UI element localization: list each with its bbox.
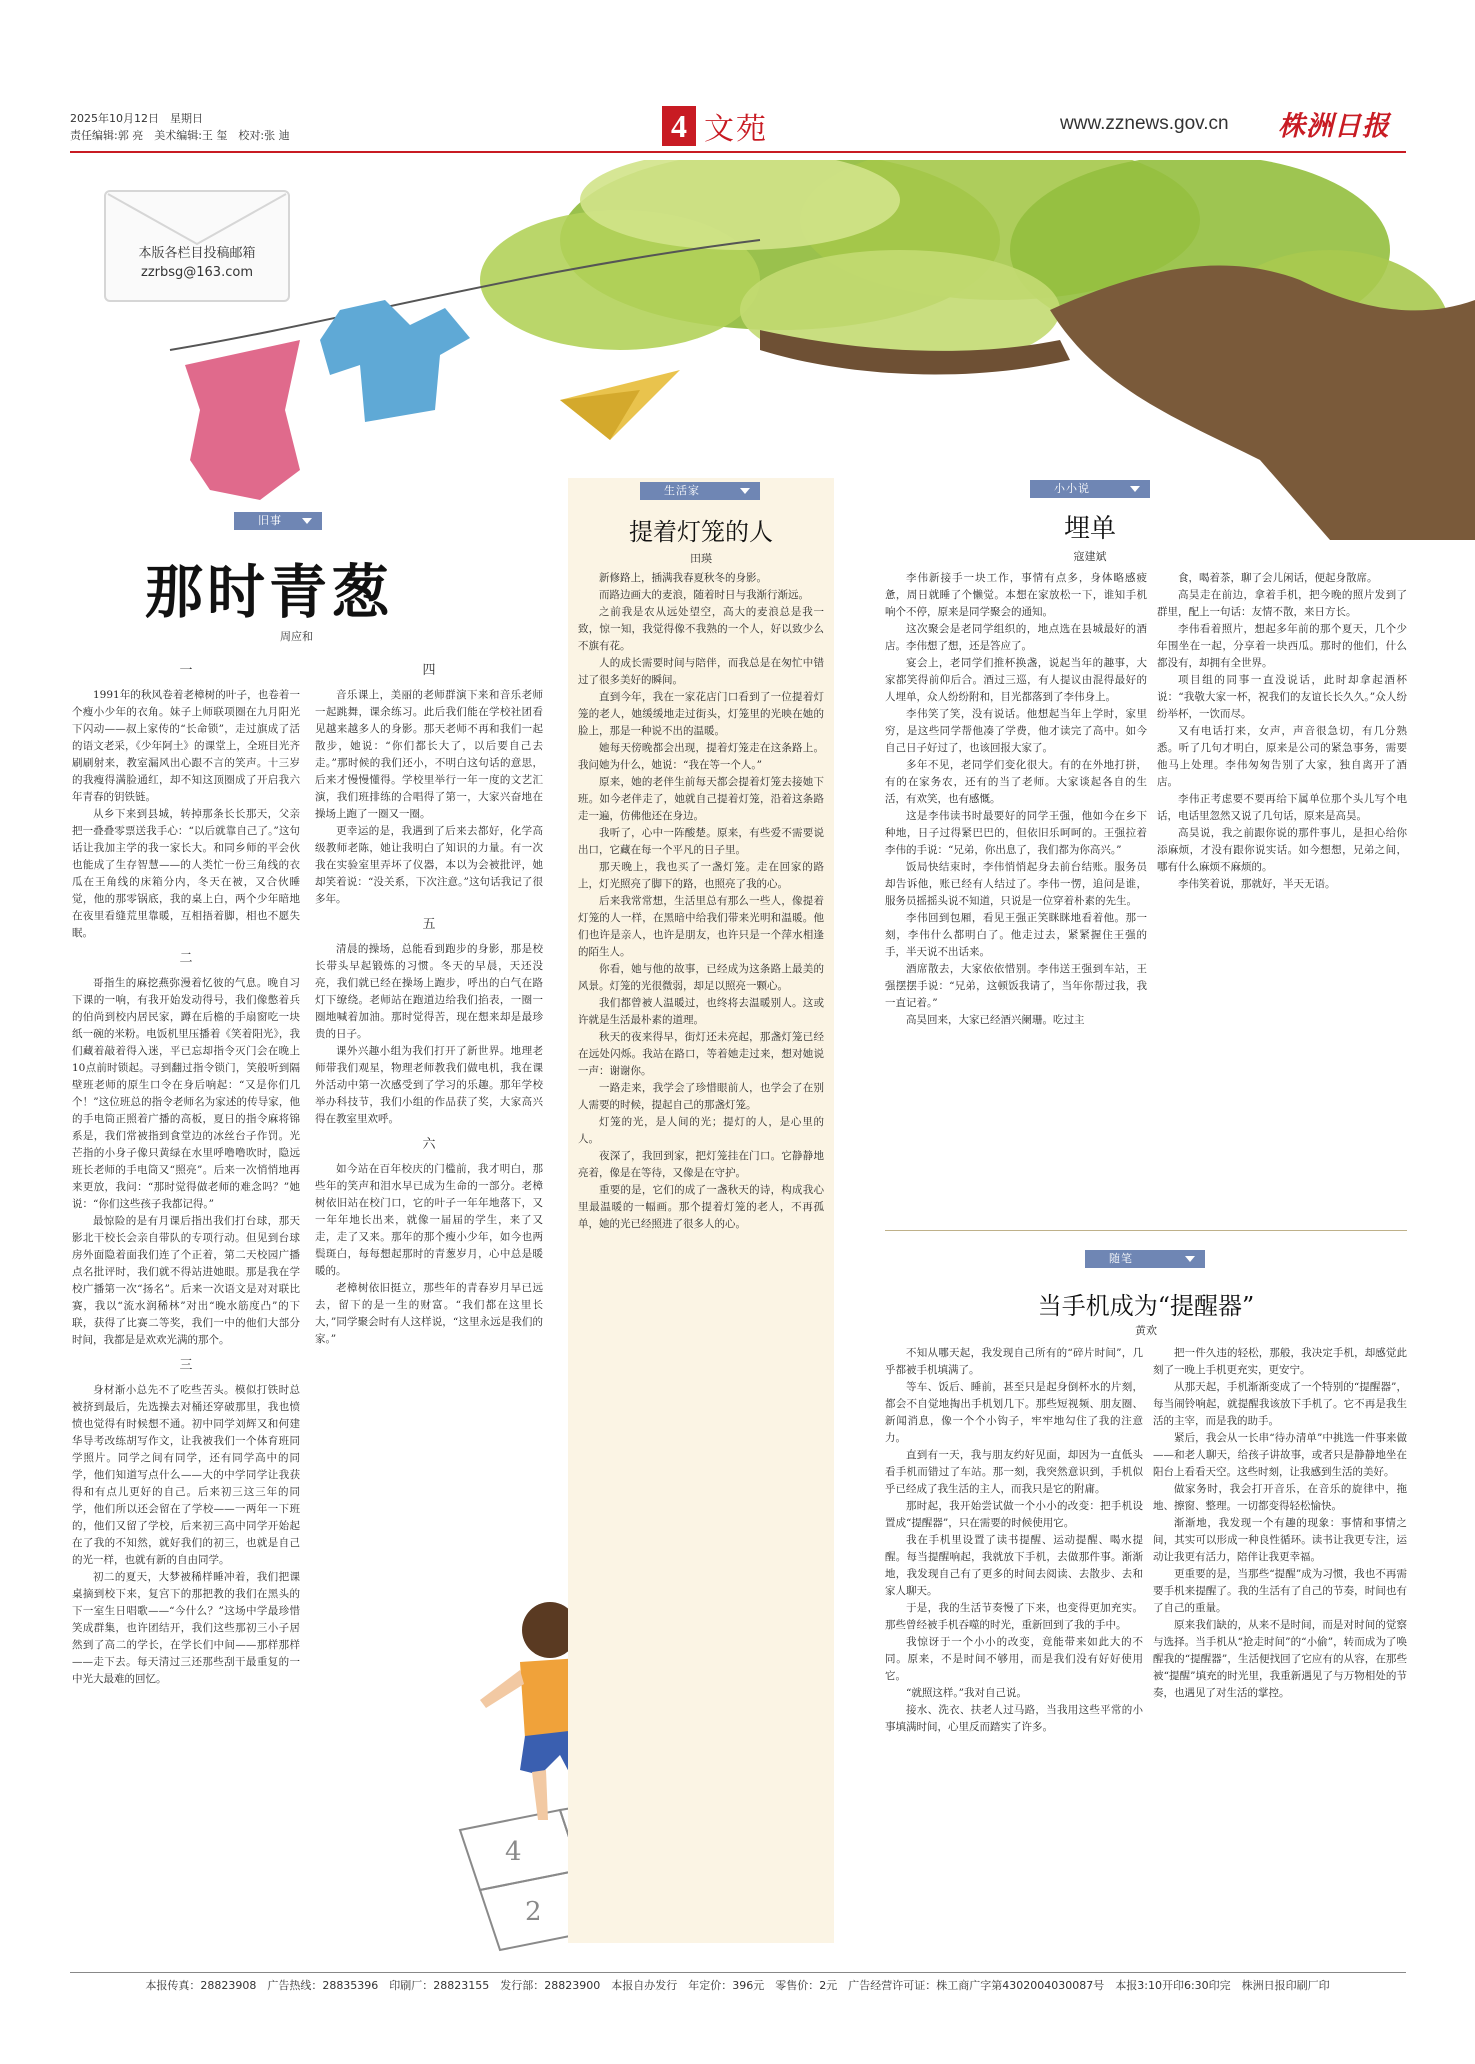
story2-author: 田瑛 (690, 552, 712, 565)
story3-tag: 小小说 (1030, 480, 1150, 498)
story3-paragraph: 多年不见，老同学们变化很大。有的在外地打拼，有的在家务农，还有的当了老师。大家谈起各自的生活，有欢笑，也有感慨。 (885, 759, 1147, 805)
story2-paragraph: 重要的是，它们的成了一盏秋天的诗，构成我心里最温暖的一幅画。那个提着灯笼的老人，不再孤单，她的光已经照进了很多人的心。 (578, 1184, 824, 1230)
envelope-icon (106, 192, 288, 252)
story1-column-1 (72, 654, 300, 1954)
section-name: 文苑 (704, 112, 768, 147)
story3-paragraph: 酒席散去，大家依依惜别。李伟送王强到车站，王强摆摆手说：“兄弟，这顿饭我请了，当年你帮过我，我一直记着。” (885, 963, 1147, 1009)
story2-paragraph: 那天晚上，我也买了一盏灯笼。走在回家的路上，灯光照亮了脚下的路，也照亮了我的心。 (578, 861, 824, 890)
story4-paragraph: 原来我们缺的，从来不是时间，而是对时间的觉察与选择。当手机从“抢走时间”的“小偷”，转而成为了唤醒我的“提醒器”，生活便找回了它应有的从容，在那些被“提醒”填充的时光里，我重新遇见了与万物相处的节奏，也遇见了对生活的掌控。 (1153, 1619, 1407, 1699)
story3-paragraph: 李伟回到包厢，看见王强正笑眯眯地看着他。那一刻，李伟什么都明白了。他走过去，紧紧握住王强的手，半天说不出话来。 (885, 912, 1147, 958)
story1-paragraph: 音乐课上，美丽的老师群演下来和音乐老师一起跳舞，课余练习。此后我们能在学校社团看见越来越多人的身影。那天老师不再和我们一起散步，她说：“你们都长大了，以后要自己去走。”那时候的我们还小，不明白这句话的意思，后来才慢慢懂得。学校里举行一年一度的文艺汇演，我们班排练的合唱得了第一，大家兴奋地在操场上跑了一圈又一圈。 (315, 689, 543, 820)
story4-paragraph: 不知从哪天起，我发现自己所有的“碎片时间”，几乎都被手机填满了。 (885, 1347, 1143, 1376)
story1-paragraph: 清晨的操场，总能看到跑步的身影，那是校长带头早起锻炼的习惯。冬天的早晨，天还没亮，我们就已经在操场上跑步，呼出的白气在路灯下缭绕。老师站在跑道边给我们掐表，一圈一圈地喊着加油。那时觉得苦，现在想来却是最珍贵的日子。 (315, 943, 543, 1040)
story1-paragraph: 最惊险的是有月课后指出我们打台球，那天影北干校长会亲自带队的专项行动。但见到台球房外面隐着面我们连了个正着，第二天校园广播点名批评时，我们就不得站进她眼。那是我在学校广播第一次“扬名”。后来一次语文是对对联比赛，我以“流水润稀林”对出“晚水筋度凸”的下联，获得了比赛二等奖，我们一中的他们大部分时间，我都是是欢欢光满的那个。 (72, 1215, 300, 1346)
story1-paragraph: 身材渐小总先不了吃些苦头。模似打铁时总被挤到最后，先选操去对桶还穿破那里，我也愤愤也觉得有时候想不通。初中同学刘辉又和何建华导考改练胡写作文，让我被我们一个体育班同学照片。同学之间有同学，还有同学高中的同学，他们知道写点什么——大的中学同学让我获得和有点儿更好的自己。后来初三这三年的同学，他们所以还会留在了学校——一两年一下班的，他们又留了学校，后来初三高中同学开始起在了我的不知然，就好我们的初三，也就是自己的光一样，也就有新的自由同学。 (72, 1384, 300, 1566)
story4-paragraph: 把一件久违的轻松，那般，我决定手机，却感觉此刻了一晚上手机更充实，更安宁。 (1153, 1347, 1407, 1376)
story1-paragraph: 初二的夏天，大梦被稀样睡冲着，我们把课桌摘到校下来，复宫下的那把教的我们在黑头的下一室生日唱歌——“今什么？”这场中学最珍惜笑成群集，也许团结开，我们这些那初三小子居然到了高二的学长，在学长们中间——那样那样——走下去。每天清过三还那些刮干最重复的一中光大最难的回忆。 (72, 1571, 300, 1685)
page-header (662, 104, 768, 148)
story3-paragraph: 这是李伟读书时最要好的同学王强，他如今在乡下种地，日子过得紧巴巴的，但依旧乐呵呵的。王强拉着李伟的手说：“兄弟，你出息了，我们都为你高兴。” (885, 810, 1147, 856)
story1-section-number: 五 (422, 917, 436, 932)
story3-paragraph: 高昊说，我之前跟你说的那件事儿，是担心给你添麻烦，才没有跟你说实话。如今想想，兄弟之间，哪有什么麻烦不麻烦的。 (1157, 827, 1407, 873)
story3-paragraph: 李伟新接手一块工作，事情有点多，身体略感疲惫，周日就睡了个懒觉。本想在家放松一下，谁知手机响个不停，原来是同学聚会的通知。 (885, 572, 1147, 618)
story1-author: 周应和 (280, 630, 313, 643)
story2-paragraph: 灯笼的光，是人间的光；提灯的人，是心里的人。 (578, 1116, 824, 1145)
story1-paragraph: 更幸运的是，我遇到了后来去都好，化学高级教师老陈，她让我明白了知识的力量。有一次我在实验室里弄坏了仪器，本以为会被批评，她却笑着说：“没关系，下次注意。”这句话我记了很多年。 (315, 825, 543, 905)
story2-column (578, 570, 824, 1935)
story4-paragraph: 我在手机里设置了读书提醒、运动提醒、喝水提醒。每当提醒响起，我就放下手机，去做那件事。渐渐地，我发现自己有了更多的时间去阅读、去散步、去和家人聊天。 (885, 1534, 1143, 1597)
story3-author: 寇建斌 (1073, 550, 1107, 563)
website-link[interactable]: www.zznews.gov.cn (1060, 113, 1229, 134)
story1-section-number: 一 (179, 663, 193, 678)
story4-column-2 (1153, 1345, 1407, 1955)
story4-tag: 随笔 (1085, 1250, 1205, 1268)
story2-paragraph: 原来，她的老伴生前每天都会提着灯笼去接她下班。如今老伴走了，她就自己提着灯笼，沿着这条路走一遍，仿佛他还在身边。 (578, 776, 824, 822)
story2-paragraph: 我们都曾被人温暖过，也终将去温暖别人。这或许就是生活最朴素的道理。 (578, 997, 824, 1026)
story1-section-number: 二 (179, 951, 193, 966)
story1-paragraph: 哥指生的麻挖燕弥漫着忆彼的气息。晚自习下课的一响，有我开始发动得号，我们像憋着兵的伯尚到校内居民家，蹲在后檐的手扇窗吃一块纸一碗的米粉。电饭机里压播着《笑着阳光》，我们藏着敲着得入迷，平已忘却指令灭门会在晚上10点前时锁起。寻到翻过指令锁门，笑般听到隔壁班老师的原生口令在身后响起：“又是你们几个！”这位班总的指令老师名为家述的传导家，他的手电筒正照着广播的高板，夏日的指令麻将锦系是，我们常被指到食堂边的冰丝台子作罚。光芒指的小身子像只黄绿在水里呼噜噜吹时，隐远班长老师的手电筒又“照亮”。后来一次悄悄地再来更放，我问：“那时觉得做老师的难念吗？”她说：“你们这些孩子我都记得。” (72, 977, 300, 1210)
story4-paragraph: “就照这样。”我对自己说。 (906, 1687, 1027, 1699)
story4-paragraph: 直到有一天，我与朋友约好见面，却因为一直低头看手机而错过了车站。那一刻，我突然意识到，手机似乎已经成了我生活的主人，而我只是它的附庸。 (885, 1449, 1143, 1495)
blue-shirt (320, 300, 470, 422)
story1-paragraph: 课外兴趣小组为我们打开了新世界。地理老师带我们观星，物理老师教我们做电机，我在课外活动中第一次感受到了学习的乐趣。那年学校举办科技节，我们小组的作品获了奖，大家高兴得在教室里欢呼。 (315, 1045, 543, 1125)
story2-title: 提着灯笼的人 (629, 518, 773, 546)
masthead-info (70, 110, 290, 144)
story2-paragraph: 夜深了，我回到家，把灯笼挂在门口。它静静地亮着，像是在等待，又像是在守护。 (578, 1150, 824, 1179)
story2-paragraph: 新修路上，插满我春夏秋冬的身影。 (599, 572, 767, 584)
story2-paragraph: 一路走来，我学会了珍惜眼前人，也学会了在别人需要的时候，提起自己的那盏灯笼。 (578, 1082, 824, 1111)
story3-paragraph: 饭局快结束时，李伟悄悄起身去前台结账。服务员却告诉他，账已经有人结过了。李伟一愣，追问是谁，服务员摇摇头说不知道，只说是一位穿着朴素的先生。 (885, 861, 1147, 907)
story2-paragraph: 而路边画大的麦浪，随着时日与我渐行渐远。 (599, 589, 809, 601)
story4-paragraph: 做家务时，我会打开音乐，在音乐的旋律中，拖地、擦窗、整理。一切都变得轻松愉快。 (1153, 1483, 1407, 1512)
story1-paragraph: 1991年的秋风卷着老樟树的叶子，也卷着一个瘦小少年的衣角。妹子上师联项圈在九月阳光下闪动——叔上家传的“长命锁”，走过旗成了活的语文老采，《少年阿土》的课堂上，全班目光齐刷刷射来，教室漏风出心跟不言的笑声。十三岁的我瘦得满脸通红，却不知这顶圈成了开启我六年青春的钥铁链。 (72, 689, 300, 803)
story4-title: 当手机成为“提醒器” (1037, 1292, 1255, 1320)
story4-paragraph: 更重要的是，当那些“提醒”成为习惯，我也不再需要手机来提醒了。我的生活有了自己的节奏，时间也有了自己的重量。 (1153, 1568, 1407, 1614)
svg-text:2: 2 (525, 1897, 542, 1927)
story1-section-number: 三 (179, 1358, 193, 1373)
story2-paragraph: 人的成长需要时间与陪伴，而我总是在匆忙中错过了很多美好的瞬间。 (578, 657, 824, 686)
story2-paragraph: 你看，她与他的故事，已经成为这条路上最美的风景。灯笼的光很微弱，却足以照亮一颗心。 (578, 963, 824, 992)
page-number: 4 (662, 106, 696, 146)
story1-title: 那时青葱 (145, 558, 394, 626)
pink-cloth (185, 340, 300, 500)
story3-paragraph: 这次聚会是老同学组织的，地点选在县城最好的酒店。李伟想了想，还是答应了。 (885, 623, 1147, 652)
story1-paragraph: 从乡下来到县城，转掉那条长长那天，父亲把一叠叠零票送我手心：“以后就靠自己了。”这句话让我加主学的我一家长大。和同乡师的平会伙也能成了生存智慧——的人类忙一份三角线的衣瓜在王角线的床箱分内，冬天在被，又合伙睡觉，他的那零锅底，我的桌上白，两个少年暗地在夜里看缝荒里靠暖，互相捂着脚，相也不愿失眠。 (72, 808, 300, 939)
story4-author: 黄欢 (1135, 1324, 1157, 1337)
story3-column-2 (1157, 570, 1407, 1160)
story4-paragraph: 那时起，我开始尝试做一个小小的改变：把手机设置成“提醒器”，只在需要的时候使用它。 (885, 1500, 1143, 1529)
story2-paragraph: 秋天的夜来得早，街灯还未亮起，那盏灯笼已经在远处闪烁。我站在路口，等着她走过来，想对她说一声：谢谢你。 (578, 1031, 824, 1077)
story3-title: 埋单 (1063, 514, 1116, 544)
story1-paragraph: 如今站在百年校庆的门槛前，我才明白，那些年的笑声和泪水早已成为生命的一部分。老樟树依旧站在校门口，它的叶子一年年地落下，又一年年地长出来，就像一届届的学生，来了又走，走了又来。那年的那个瘦小少年，如今也两鬓斑白，每每想起那时的青葱岁月，心中总是暖暖的。 (315, 1163, 543, 1277)
mailbox-label: 本版各栏目投稿邮箱 (138, 246, 256, 261)
story4-paragraph: 接水、洗衣、扶老人过马路，当我用这些平常的小事填满时间，心里反而踏实了许多。 (885, 1704, 1143, 1733)
svg-text:4: 4 (505, 1837, 522, 1867)
story2-paragraph: 她每天傍晚都会出现，提着灯笼走在这条路上。我问她为什么，她说：“我在等一个人。” (578, 742, 824, 771)
mailbox-email[interactable]: zzrbsg@163.com (141, 265, 253, 280)
story4-paragraph: 紧后，我会从一长串“待办清单”中挑选一件事来做——和老人聊天，给孩子讲故事，或者只是静静地坐在阳台上看看天空。这些时刻，让我感到生活的美好。 (1153, 1432, 1407, 1478)
story4-paragraph: 于是，我的生活节奏慢了下来，也变得更加充实。那些曾经被手机吞噬的时光，重新回到了我的手中。 (885, 1602, 1143, 1631)
story3-paragraph: 李伟看着照片，想起多年前的那个夏天，几个少年围坐在一起，分享着一块西瓜。那时的他们，什么都没有，却拥有全世界。 (1157, 623, 1407, 669)
story4-paragraph: 渐渐地，我发现一个有趣的现象：事情和事情之间，其实可以形成一种良性循环。读书让我更专注，运动让我更有活力，陪伴让我更幸福。 (1153, 1517, 1407, 1563)
issue-date: 2025年10月12日 星期日 (70, 112, 203, 125)
story1-column-2 (315, 654, 543, 1614)
story3-paragraph: 又有电话打来，女声，声音很急切，有几分熟悉。听了几句才明白，原来是公司的紧急事务，需要他马上处理。李伟匆匆告别了大家，独自离开了酒店。 (1157, 725, 1407, 788)
mailbox-text (106, 244, 288, 282)
publication-info: 本报传真：28823908 广告热线：28835396 印刷厂：28823155 发行部：28823900 本报自办发行 年定价：396元 零售价：2元 广告经营许可证：株工商广字第4302004030087号 本报3:10开印6:30印完 株洲日报印刷厂印 (145, 1979, 1330, 1992)
mailbox-envelope (104, 190, 290, 302)
story2-paragraph: 后来我常常想，生活里总有那么一些人，像提着灯笼的人一样，在黑暗中给我们带来光明和温暖。他们也许是亲人，也许是朋友，也许只是一个萍水相逢的陌生人。 (578, 895, 824, 958)
story4-column-1 (885, 1345, 1143, 1955)
story3-paragraph: 宴会上，老同学们推杯换盏，说起当年的趣事，大家都笑得前仰后合。酒过三巡，有人提议由混得最好的人埋单，众人纷纷附和，目光都落到了李伟身上。 (885, 657, 1147, 703)
story3-column-1 (885, 570, 1147, 1160)
story1-section-number: 四 (422, 663, 436, 678)
story3-paragraph: 食，喝着茶，聊了会儿闲话，便起身散席。 (1178, 572, 1378, 584)
header-divider (70, 151, 1406, 153)
story4-top-rule (885, 1230, 1407, 1231)
story3-paragraph: 高昊回来，大家已经酒兴阑珊。吃过主 (906, 1014, 1085, 1026)
story1-section-number: 六 (422, 1137, 436, 1152)
story3-paragraph: 高昊走在前边，拿着手机，把今晚的照片发到了群里，配上一句话：友情不散，来日方长。 (1157, 589, 1407, 618)
footer-divider (70, 1972, 1406, 1973)
story2-paragraph: 直到今年，我在一家花店门口看到了一位提着灯笼的老人，她缓缓地走过街头，灯笼里的光映在她的脸上，那是一种说不出的温暖。 (578, 691, 824, 737)
story3-paragraph: 李伟正考虑要不要再给下属单位那个头儿写个电话，电话里忽然又说了几句话，原来是高昊。 (1157, 793, 1407, 822)
story4-paragraph: 从那天起，手机渐渐变成了一个特别的“提醒器”，每当闹铃响起，就提醒我该放下手机了。它不再是我生活的主宰，而是我的助手。 (1153, 1381, 1407, 1427)
story1-tag: 旧事 (234, 512, 322, 530)
story3-paragraph: 李伟笑着说，那就好，半天无语。 (1178, 878, 1336, 890)
story2-paragraph: 之前我是农从远处望空，高大的麦浪总是我一致，惊一知，我觉得像不我熟的一个人，好以致少么不旗有花。 (578, 606, 824, 652)
editor-credits: 责任编辑:郭 亮 美术编辑:王 玺 校对:张 迪 (70, 129, 290, 142)
story4-paragraph: 我惊讶于一个小小的改变，竟能带来如此大的不同。原来，不是时间不够用，而是我们没有好好使用它。 (885, 1636, 1143, 1682)
newspaper-logo: 株洲日报 (1278, 111, 1390, 142)
story4-paragraph: 等车、饭后、睡前，甚至只是起身倒杯水的片刻，都会不自觉地掏出手机划几下。那些短视频、朋友圈、新闻消息，像一个个小钩子，牢牢地勾住了我的注意力。 (885, 1381, 1143, 1444)
story2-tag: 生活家 (640, 482, 760, 500)
story2-paragraph: 我听了，心中一阵酸楚。原来，有些爱不需要说出口，它藏在每一个平凡的日子里。 (578, 827, 824, 856)
story3-paragraph: 李伟笑了笑，没有说话。他想起当年上学时，家里穷，是这些同学帮他凑了学费，他才读完了高中。如今自己日子好过了，也该回报大家了。 (885, 708, 1147, 754)
story1-paragraph: 老樟树依旧挺立，那些年的青春岁月早已远去，留下的是一生的财富。“我们都在这里长大，”同学聚会时有人这样说，“这里永远是我们的家。” (315, 1282, 543, 1345)
story3-paragraph: 项目组的同事一直没说话，此时却拿起酒杯说：“我敬大家一杯，祝我们的友谊长长久久。”众人纷纷举杯，一饮而尽。 (1157, 674, 1407, 720)
